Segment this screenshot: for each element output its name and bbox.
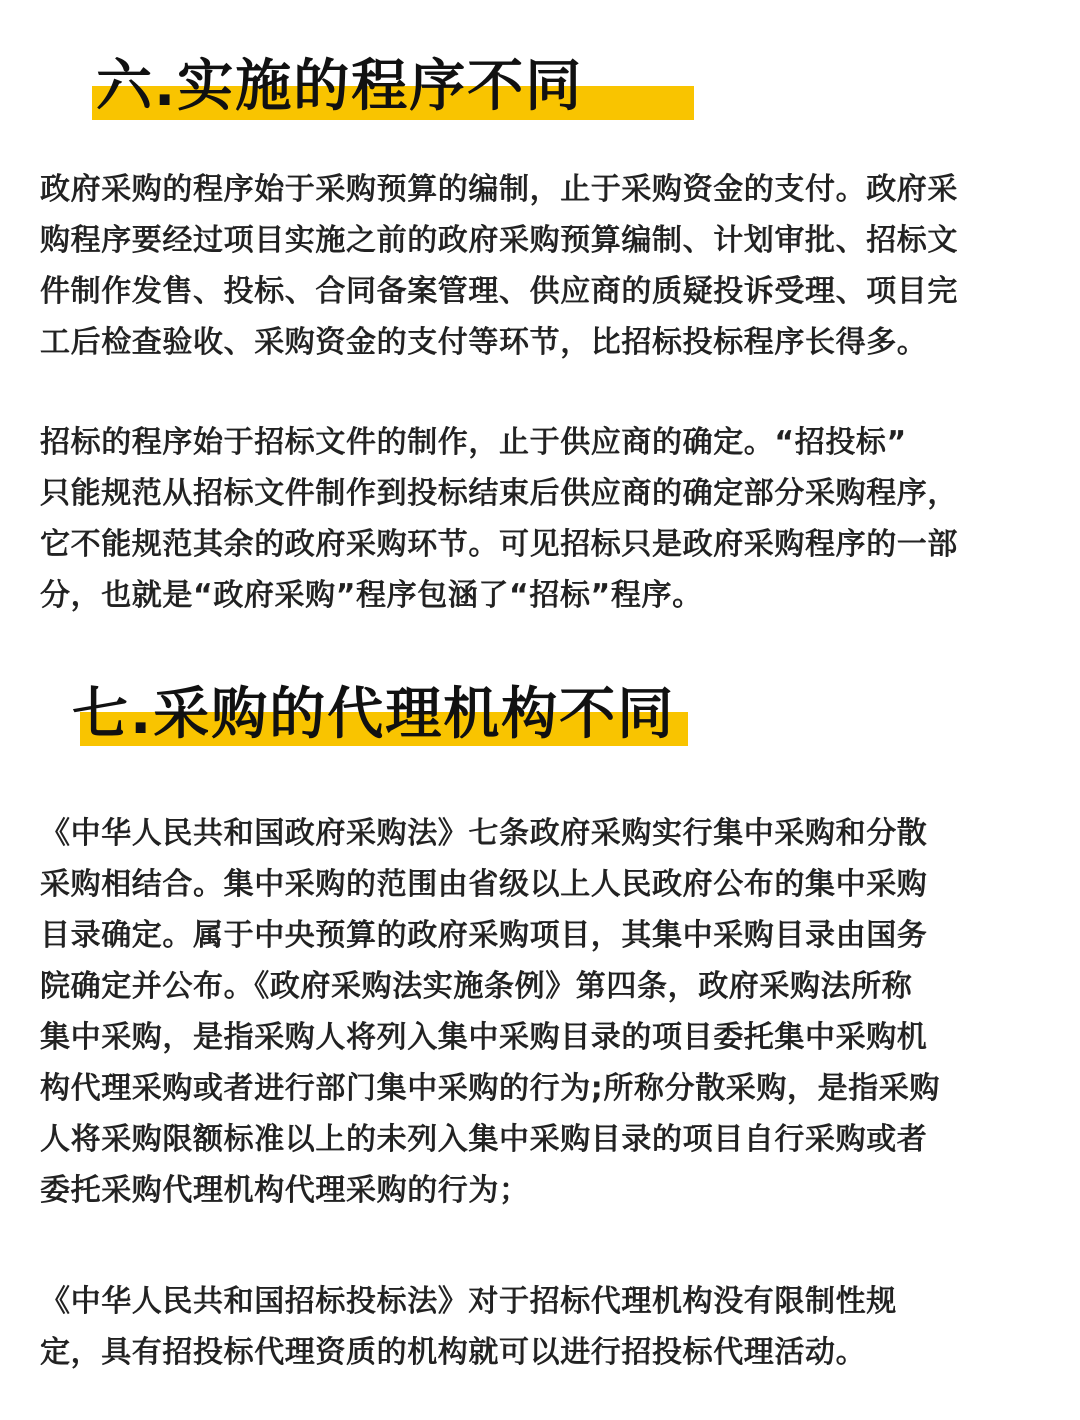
paragraph-line: 它不能规范其余的政府采购环节。可见招标只是政府采购程序的一部: [40, 527, 958, 562]
paragraph-line: 分，也就是“政府采购”程序包涵了“招标”程序。: [40, 578, 703, 613]
paragraph-line: 购程序要经过项目实施之前的政府采购预算编制、计划审批、招标文: [40, 223, 958, 258]
paragraph-line: 委托采购代理机构代理采购的行为；: [40, 1173, 530, 1208]
paragraph-line: 《中华人民共和国政府采购法》七条政府采购实行集中采购和分散: [40, 816, 928, 851]
paragraph-line: 定，具有招投标代理资质的机构就可以进行招投标代理活动。: [40, 1335, 867, 1370]
paragraph-line: 目录确定。属于中央预算的政府采购项目，其集中采购目录由国务: [40, 918, 928, 953]
paragraph-line: 院确定并公布。《政府采购法实施条例》第四条，政府采购法所称: [40, 969, 913, 1004]
section7-heading: 七.采购的代理机构不同: [72, 682, 676, 747]
paragraph-line: 采购相结合。集中采购的范围由省级以上人民政府公布的集中采购: [40, 867, 928, 902]
paragraph-line: 件制作发售、投标、合同备案管理、供应商的质疑投诉受理、项目完: [40, 274, 958, 309]
section7-paragraph-1: [40, 808, 1042, 1216]
section7-paragraph-2: [40, 1276, 1042, 1378]
paragraph-line: 人将采购限额标准以上的未列入集中采购目录的项目自行采购或者: [40, 1122, 928, 1157]
paragraph-line: 只能规范从招标文件制作到投标结束后供应商的确定部分采购程序，: [40, 476, 958, 511]
paragraph-line: 政府采购的程序始于采购预算的编制，止于采购资金的支付。政府采: [40, 172, 958, 207]
paragraph-line: 工后检查验收、采购资金的支付等环节，比招标投标程序长得多。: [40, 325, 928, 360]
paragraph-line: 构代理采购或者进行部门集中采购的行为;所称分散采购，是指采购: [40, 1071, 940, 1106]
paragraph-line: 《中华人民共和国招标投标法》对于招标代理机构没有限制性规: [40, 1284, 897, 1319]
paragraph-line: 集中采购，是指采购人将列入集中采购目录的项目委托集中采购机: [40, 1020, 928, 1055]
paragraph-line: 招标的程序始于招标文件的制作，止于供应商的确定。“招投标”: [40, 425, 907, 460]
section6-heading: 六.实施的程序不同: [96, 54, 584, 119]
section6-paragraph-2: [40, 417, 1042, 621]
section6-paragraph-1: [40, 164, 1042, 368]
